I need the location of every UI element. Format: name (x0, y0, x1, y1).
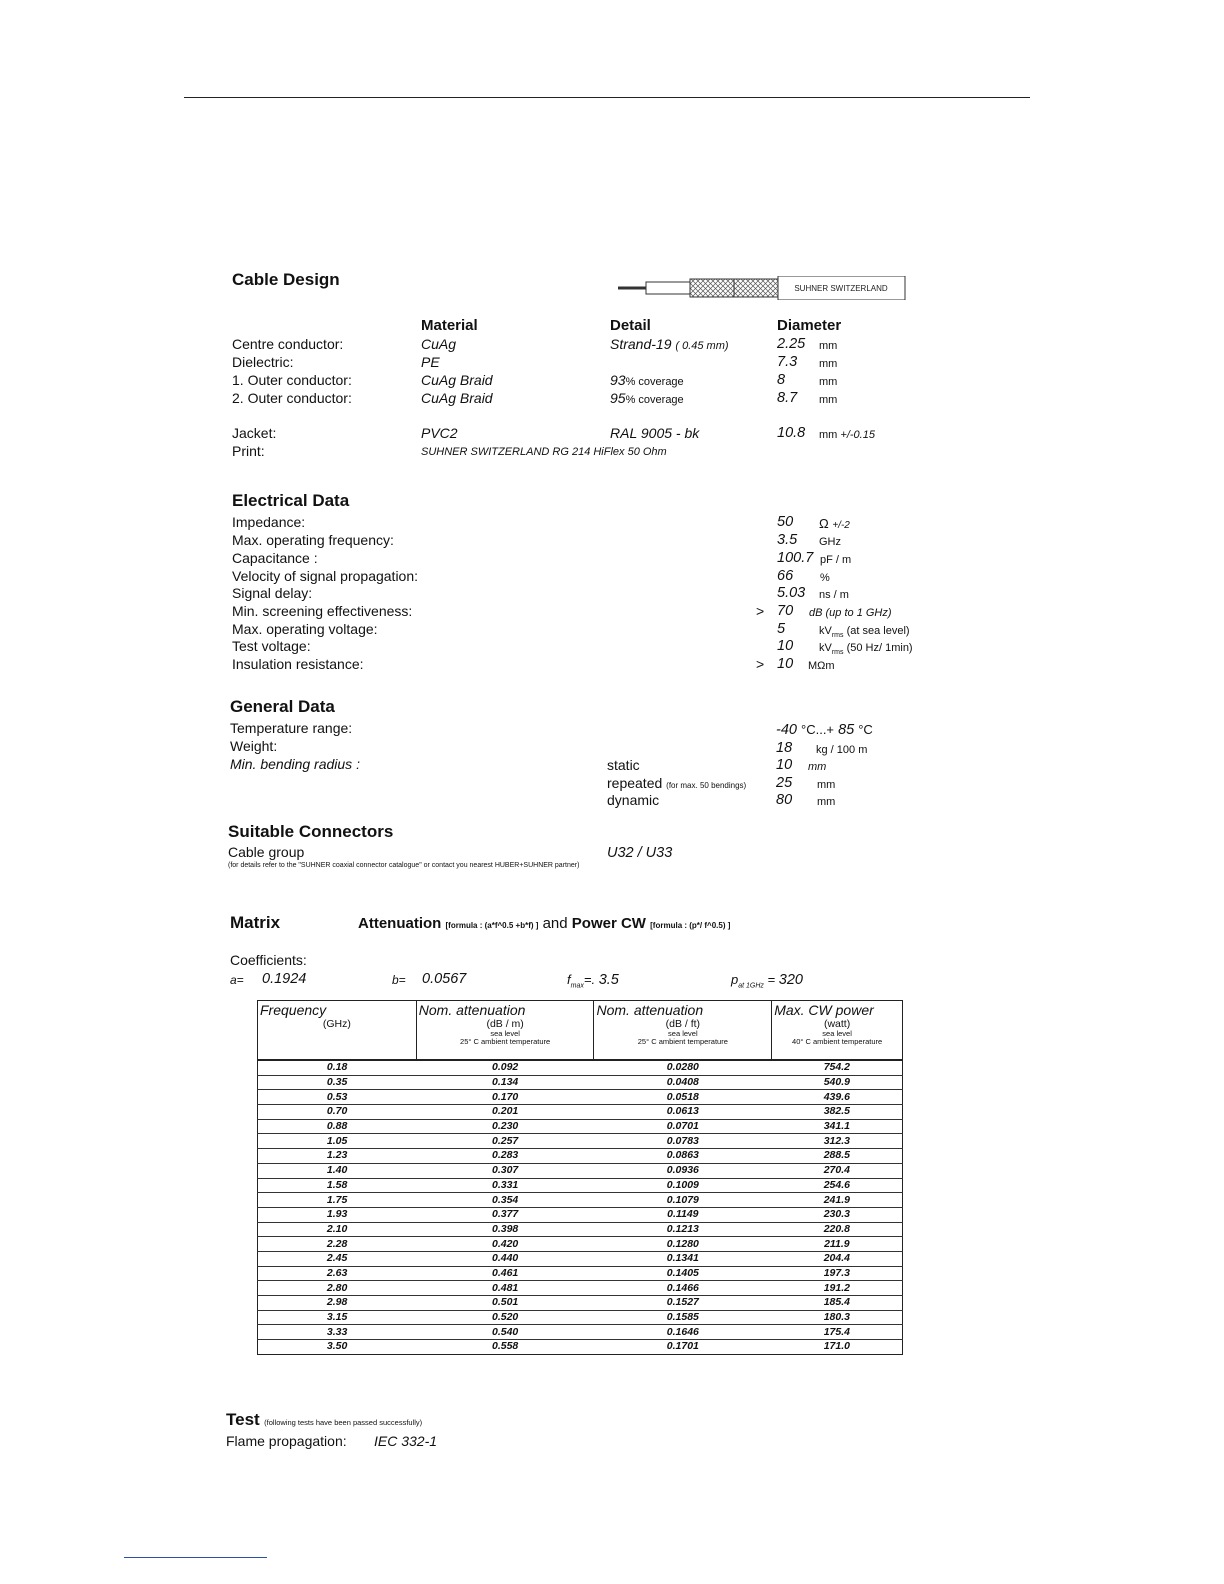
test-heading-line: Test (following tests have been passed successfully) (226, 1410, 423, 1429)
cell-cw-power: 175.4 (772, 1325, 903, 1340)
cell-frequency: 3.50 (258, 1340, 417, 1355)
print-text: SUHNER SWITZERLAND RG 214 HiFlex 50 Ohm (421, 446, 667, 458)
matrix-row (258, 1251, 903, 1266)
cell-cw-power: 241.9 (772, 1193, 903, 1208)
row-label: Centre conductor: (232, 336, 344, 352)
matrix-row (258, 1134, 903, 1149)
col-diameter-header: Diameter (777, 317, 842, 334)
flame-value: IEC 332-1 (374, 1433, 438, 1449)
cell-frequency: 2.45 (258, 1251, 417, 1266)
cell-frequency: 0.18 (258, 1060, 417, 1075)
cell-cw-power: 288.5 (772, 1149, 903, 1164)
cell-attenuation-ft: 0.0863 (594, 1149, 772, 1164)
elec-value-delay: 5.03 (777, 585, 806, 601)
row-label: Print: (232, 443, 265, 459)
row-label: 2. Outer conductor: (232, 390, 352, 406)
cell-attenuation-m: 0.170 (416, 1090, 594, 1105)
cell-cw-power: 382.5 (772, 1105, 903, 1120)
matrix-heading: Matrix (230, 913, 281, 932)
cell-frequency: 2.80 (258, 1281, 417, 1296)
bending-static-label: static (607, 757, 640, 773)
elec-label-capacitance: Capacitance : (232, 550, 318, 566)
matrix-formula-line: Attenuation [formula : (a*f^0.5 +b*f) ] and Power CW [formula : (p*/ f^0.5) ] (358, 915, 731, 932)
cell-attenuation-ft: 0.1701 (594, 1340, 772, 1355)
cell-frequency: 0.70 (258, 1105, 417, 1120)
cell-attenuation-ft: 0.1405 (594, 1266, 772, 1281)
cell-attenuation-m: 0.134 (416, 1075, 594, 1090)
elec-value-max-voltage: 5 (777, 621, 786, 637)
elec-unit-capacitance: pF / m (820, 554, 852, 566)
cell-cw-power: 230.3 (772, 1207, 903, 1222)
cell-frequency: 3.15 (258, 1310, 417, 1325)
cell-attenuation-ft: 0.1527 (594, 1296, 772, 1311)
row-material: CuAg (421, 336, 457, 352)
coef-a-value: 0.1924 (262, 971, 307, 987)
cell-attenuation-ft: 0.0518 (594, 1090, 772, 1105)
matrix-row (258, 1105, 903, 1120)
elec-value-velocity: 66 (777, 568, 794, 584)
matrix-row (258, 1075, 903, 1090)
cell-cw-power: 220.8 (772, 1222, 903, 1237)
cell-attenuation-ft: 0.0408 (594, 1075, 772, 1090)
cell-attenuation-m: 0.540 (416, 1325, 594, 1340)
cell-cw-power: 197.3 (772, 1266, 903, 1281)
row-detail: Strand-19 ( 0.45 mm) (610, 336, 729, 352)
matrix-row (258, 1340, 903, 1355)
cell-attenuation-ft: 0.1079 (594, 1193, 772, 1208)
elec-value-capacitance: 100.7 (777, 550, 814, 566)
row-material: CuAg Braid (421, 390, 493, 406)
cell-frequency: 1.23 (258, 1149, 417, 1164)
elec-label-max-voltage: Max. operating voltage: (232, 621, 378, 637)
row-diameter: 10.8 (777, 425, 806, 441)
temperature-label: Temperature range: (230, 720, 353, 736)
cell-attenuation-m: 0.398 (416, 1222, 594, 1237)
cell-attenuation-m: 0.201 (416, 1105, 594, 1120)
cell-attenuation-m: 0.307 (416, 1163, 594, 1178)
cell-frequency: 2.63 (258, 1266, 417, 1281)
elec-value-screening: 70 (777, 603, 794, 619)
matrix-row (258, 1222, 903, 1237)
bending-dynamic-label: dynamic (607, 792, 660, 808)
cell-frequency: 1.93 (258, 1207, 417, 1222)
row-unit: mm (819, 376, 838, 388)
cell-cw-power: 191.2 (772, 1281, 903, 1296)
elec-prefix-screening: > (756, 603, 765, 619)
cell-cw-power: 185.4 (772, 1296, 903, 1311)
cell-attenuation-ft: 0.1213 (594, 1222, 772, 1237)
matrix-row (258, 1149, 903, 1164)
matrix-row (258, 1281, 903, 1296)
row-label: Dielectric: (232, 354, 294, 370)
cell-cw-power: 270.4 (772, 1163, 903, 1178)
elec-unit-insulation: MΩm (808, 660, 835, 672)
cable-group-value: U32 / U33 (607, 845, 673, 861)
row-detail: 93% coverage (610, 372, 684, 388)
cell-attenuation-m: 0.354 (416, 1193, 594, 1208)
elec-prefix-insulation: > (756, 656, 765, 672)
temperature-value: -40 °C...+ 85 °C (776, 722, 873, 738)
elec-label-delay: Signal delay: (232, 585, 313, 601)
weight-unit: kg / 100 m (816, 744, 868, 756)
cell-cw-power: 754.2 (772, 1060, 903, 1075)
row-material: CuAg Braid (421, 372, 493, 388)
header-attenuation-m: Nom. attenuation (dB / m) sea level 25° C ambient temperature (416, 1001, 594, 1061)
matrix-row (258, 1090, 903, 1105)
cell-frequency: 2.10 (258, 1222, 417, 1237)
bending-repeated-value: 25 (776, 775, 793, 791)
cell-attenuation-m: 0.481 (416, 1281, 594, 1296)
row-diameter: 8 (777, 372, 786, 388)
row-label: Jacket: (232, 425, 277, 441)
row-diameter: 2.25 (777, 336, 806, 352)
matrix-row (258, 1060, 903, 1075)
cell-frequency: 3.33 (258, 1325, 417, 1340)
matrix-row (258, 1193, 903, 1208)
row-detail: RAL 9005 - bk (610, 425, 700, 441)
weight-value: 18 (776, 740, 793, 756)
elec-value-impedance: 50 (777, 514, 794, 530)
elec-label-frequency: Max. operating frequency: (232, 532, 394, 548)
cable-dielectric (646, 282, 690, 294)
cell-attenuation-ft: 0.1646 (594, 1325, 772, 1340)
cell-cw-power: 211.9 (772, 1237, 903, 1252)
cell-attenuation-ft: 0.0783 (594, 1134, 772, 1149)
row-unit: mm (819, 358, 838, 370)
cell-frequency: 1.05 (258, 1134, 417, 1149)
cell-attenuation-ft: 0.1466 (594, 1281, 772, 1296)
cell-attenuation-m: 0.420 (416, 1237, 594, 1252)
cell-cw-power: 341.1 (772, 1119, 903, 1134)
elec-unit-max-voltage: $kV_{rms}$ (at sea level) (819, 625, 910, 640)
cell-frequency: 1.58 (258, 1178, 417, 1193)
cell-frequency: 0.88 (258, 1119, 417, 1134)
connectors-heading: Suitable Connectors (228, 822, 394, 841)
electrical-heading: Electrical Data (232, 491, 350, 510)
elec-label-test-voltage: Test voltage: (232, 638, 311, 654)
elec-unit-frequency: GHz (819, 536, 841, 548)
coef-p: $p_{at 1GHz} = 320$ (731, 972, 803, 990)
general-heading: General Data (230, 697, 335, 716)
coef-b-value: 0.0567 (422, 971, 467, 987)
cell-cw-power: 540.9 (772, 1075, 903, 1090)
cell-frequency: 0.35 (258, 1075, 417, 1090)
elec-value-test-voltage: 10 (777, 638, 794, 654)
matrix-row (258, 1296, 903, 1311)
elec-label-screening: Min. screening effectiveness: (232, 603, 413, 619)
row-material: PVC2 (421, 425, 458, 441)
cell-attenuation-ft: 0.0936 (594, 1163, 772, 1178)
bending-dynamic-unit: mm (817, 796, 836, 808)
cell-frequency: 0.53 (258, 1090, 417, 1105)
elec-label-impedance: Impedance: (232, 514, 306, 530)
cell-attenuation-m: 0.092 (416, 1060, 594, 1075)
top-rule (184, 97, 1030, 98)
cell-attenuation-ft: 0.1585 (594, 1310, 772, 1325)
row-material: PE (421, 354, 440, 370)
footer-link-rule (124, 1557, 267, 1558)
matrix-row (258, 1178, 903, 1193)
cell-cw-power: 439.6 (772, 1090, 903, 1105)
cell-attenuation-ft: 0.0701 (594, 1119, 772, 1134)
elec-value-insulation: 10 (777, 656, 794, 672)
cell-attenuation-m: 0.377 (416, 1207, 594, 1222)
cell-frequency: 1.75 (258, 1193, 417, 1208)
col-detail-header: Detail (610, 317, 651, 334)
coefficients-label: Coefficients: (230, 952, 307, 968)
weight-label: Weight: (230, 738, 278, 754)
cell-attenuation-ft: 0.0613 (594, 1105, 772, 1120)
cell-attenuation-m: 0.520 (416, 1310, 594, 1325)
connectors-note: (for details refer to the "SUHNER coaxial connector catalogue" or contact you nearest HUBER+SUHNER partner) (228, 862, 580, 869)
row-diameter: 8.7 (777, 390, 798, 406)
elec-label-velocity: Velocity of signal propagation: (232, 568, 419, 584)
elec-label-insulation: Insulation resistance: (232, 656, 364, 672)
header-frequency: Frequency (GHz) (260, 1002, 351, 1030)
bending-label: Min. bending radius : (230, 756, 360, 772)
elec-unit-velocity: % (820, 572, 830, 584)
elec-unit-delay: ns / m (819, 589, 849, 601)
matrix-table (257, 1000, 903, 1355)
cell-cw-power: 171.0 (772, 1340, 903, 1355)
cell-attenuation-ft: 0.1280 (594, 1237, 772, 1252)
cell-attenuation-ft: 0.1149 (594, 1207, 772, 1222)
row-unit: mm (819, 394, 838, 406)
cell-frequency: 2.98 (258, 1296, 417, 1311)
cell-frequency: 2.28 (258, 1237, 417, 1252)
cable-logo-text: SUHNER SWITZERLAND (794, 284, 888, 293)
elec-unit-impedance: Ω +/-2 (819, 516, 850, 531)
matrix-row (258, 1310, 903, 1325)
matrix-header-row (258, 1001, 903, 1061)
cell-cw-power: 254.6 (772, 1178, 903, 1193)
cell-attenuation-m: 0.461 (416, 1266, 594, 1281)
bending-static-unit: mm (808, 761, 827, 773)
cable-design-heading: Cable Design (232, 270, 340, 289)
cell-attenuation-m: 0.257 (416, 1134, 594, 1149)
coef-fmax: $f_{max}=$. 3.5 (567, 972, 619, 990)
cell-attenuation-m: 0.331 (416, 1178, 594, 1193)
matrix-row (258, 1163, 903, 1178)
elec-unit-screening: dB (up to 1 GHz) (809, 607, 892, 619)
cell-attenuation-ft: 0.0280 (594, 1060, 772, 1075)
row-label: 1. Outer conductor: (232, 372, 352, 388)
elec-unit-test-voltage: $kV_{rms}$ (50 Hz/ 1min) (819, 642, 913, 657)
flame-label: Flame propagation: (226, 1433, 347, 1449)
col-material-header: Material (421, 317, 478, 334)
cell-attenuation-m: 0.283 (416, 1149, 594, 1164)
header-attenuation-ft: Nom. attenuation (dB / ft) sea level 25° C ambient temperature (594, 1001, 772, 1061)
row-diameter: 7.3 (777, 354, 798, 370)
matrix-row (258, 1207, 903, 1222)
row-detail: 95% coverage (610, 390, 684, 406)
cell-cw-power: 312.3 (772, 1134, 903, 1149)
cell-attenuation-m: 0.230 (416, 1119, 594, 1134)
cell-attenuation-ft: 0.1009 (594, 1178, 772, 1193)
matrix-row (258, 1119, 903, 1134)
matrix-row (258, 1266, 903, 1281)
cell-frequency: 1.40 (258, 1163, 417, 1178)
coef-b-label: b= (392, 973, 406, 987)
bending-repeated-unit: mm (817, 779, 836, 791)
header-cw-power: Max. CW power (watt) sea level 40° C ambient temperature (772, 1001, 903, 1061)
bending-repeated-label: repeated (for max. 50 bendings) (607, 775, 747, 791)
coef-a-label: a= (230, 973, 244, 987)
cell-cw-power: 180.3 (772, 1310, 903, 1325)
bending-dynamic-value: 80 (776, 792, 793, 808)
cell-attenuation-m: 0.501 (416, 1296, 594, 1311)
cable-drawing (618, 276, 906, 300)
row-unit: mm (819, 340, 838, 352)
cell-cw-power: 204.4 (772, 1251, 903, 1266)
matrix-row (258, 1325, 903, 1340)
row-unit: mm +/-0.15 (819, 429, 875, 441)
matrix-row (258, 1237, 903, 1252)
elec-value-frequency: 3.5 (777, 532, 798, 548)
bending-static-value: 10 (776, 757, 793, 773)
cable-group-label: Cable group (228, 844, 305, 860)
cell-attenuation-m: 0.558 (416, 1340, 594, 1355)
cell-attenuation-ft: 0.1341 (594, 1251, 772, 1266)
cell-attenuation-m: 0.440 (416, 1251, 594, 1266)
